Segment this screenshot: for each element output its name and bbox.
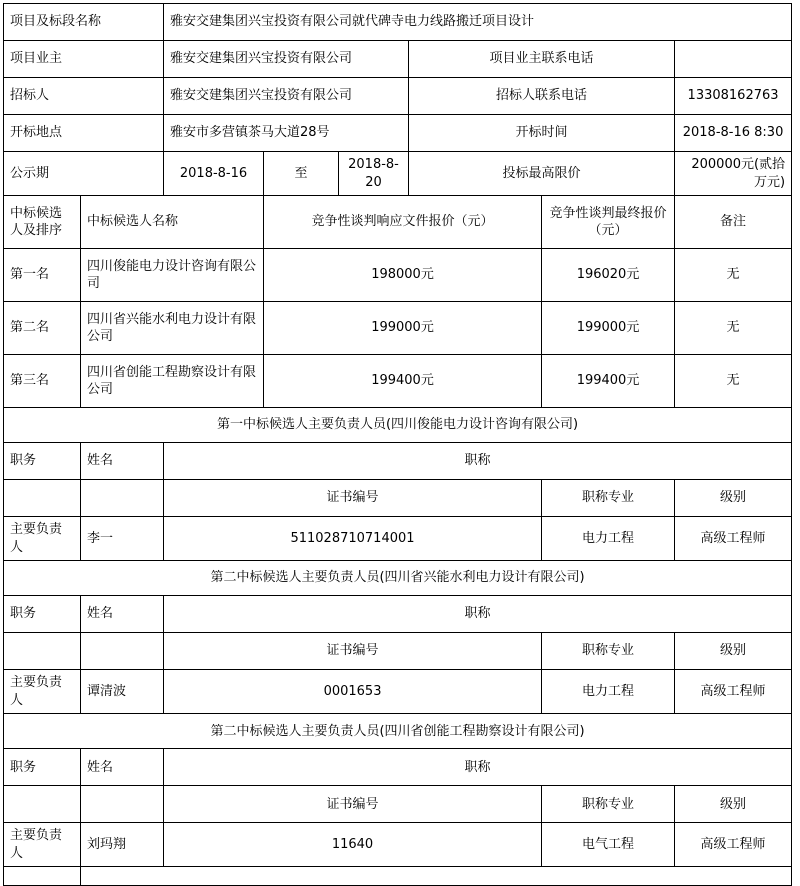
candidate-final-price: 199000元 [542, 302, 675, 355]
staff-section-title-row [4, 714, 792, 749]
staff-name: 李一 [81, 517, 164, 561]
table-row-trailing [4, 867, 792, 886]
staff-col-name: 姓名 [81, 749, 164, 786]
staff-col-duty: 职务 [4, 596, 81, 633]
table-row-project-name [4, 4, 792, 41]
staff-col-major: 职称专业 [542, 633, 675, 670]
candidate-response-price: 199000元 [264, 302, 542, 355]
project-name-value: 雅安交建集团兴宝投资有限公司就代碑寺电力线路搬迁项目设计 [164, 4, 792, 41]
table-row-bid-place [4, 115, 792, 152]
staff-col-name: 姓名 [81, 443, 164, 480]
owner-label: 项目业主 [4, 41, 164, 78]
table-row-candidate-1 [4, 249, 792, 302]
staff-duty: 主要负责人 [4, 670, 81, 714]
staff-data-row [4, 670, 792, 714]
table-row-owner [4, 41, 792, 78]
owner-phone-label: 项目业主联系电话 [409, 41, 675, 78]
staff-duty-blank [4, 786, 81, 823]
trailing-cell-right [81, 867, 792, 886]
staff-major: 电力工程 [542, 670, 675, 714]
candidate-name: 四川俊能电力设计咨询有限公司 [81, 249, 264, 302]
owner-phone-value [675, 41, 792, 78]
staff-section-title: 第二中标候选人主要负责人员(四川省创能工程勘察设计有限公司) [4, 714, 792, 749]
tenderer-phone-label: 招标人联系电话 [409, 78, 675, 115]
candidate-remark: 无 [675, 302, 792, 355]
candidate-response-price: 199400元 [264, 355, 542, 408]
table-row-candidate-2 [4, 302, 792, 355]
staff-name: 谭清波 [81, 670, 164, 714]
staff-data-row [4, 823, 792, 867]
staff-duty: 主要负责人 [4, 823, 81, 867]
candidate-rank: 第三名 [4, 355, 81, 408]
staff-col-major: 职称专业 [542, 480, 675, 517]
candidates-header-row [4, 196, 792, 249]
staff-section-title-row [4, 561, 792, 596]
candidate-name: 四川省创能工程勘察设计有限公司 [81, 355, 264, 408]
table-row-tenderer [4, 78, 792, 115]
staff-col-title: 职称 [164, 749, 792, 786]
staff-section-title: 第一中标候选人主要负责人员(四川俊能电力设计咨询有限公司) [4, 408, 792, 443]
bid-place-value: 雅安市多营镇茶马大道28号 [164, 115, 409, 152]
publicity-to: 至 [264, 152, 339, 196]
staff-level: 高级工程师 [675, 670, 792, 714]
staff-section-title-row [4, 408, 792, 443]
staff-subheader-row [4, 480, 792, 517]
trailing-cell-left [4, 867, 81, 886]
staff-section-title: 第二中标候选人主要负责人员(四川省兴能水利电力设计有限公司) [4, 561, 792, 596]
tenderer-phone-value: 13308162763 [675, 78, 792, 115]
staff-name-blank [81, 633, 164, 670]
publicity-start: 2018-8-16 [164, 152, 264, 196]
staff-cert: 11640 [164, 823, 542, 867]
staff-header-row [4, 443, 792, 480]
table-row-publicity [4, 152, 792, 196]
owner-value: 雅安交建集团兴宝投资有限公司 [164, 41, 409, 78]
publicity-end: 2018-8-20 [339, 152, 409, 196]
candidates-col-rank: 中标候选人及排序 [4, 196, 81, 249]
candidate-remark: 无 [675, 355, 792, 408]
candidates-col-name: 中标候选人名称 [81, 196, 264, 249]
staff-subheader-row [4, 633, 792, 670]
candidate-response-price: 198000元 [264, 249, 542, 302]
candidate-final-price: 196020元 [542, 249, 675, 302]
candidate-final-price: 199400元 [542, 355, 675, 408]
staff-cert: 0001653 [164, 670, 542, 714]
staff-subheader-row [4, 786, 792, 823]
staff-duty-blank [4, 633, 81, 670]
tenderer-value: 雅安交建集团兴宝投资有限公司 [164, 78, 409, 115]
staff-col-duty: 职务 [4, 749, 81, 786]
table-row-candidate-3 [4, 355, 792, 408]
staff-duty-blank [4, 480, 81, 517]
staff-col-cert: 证书编号 [164, 633, 542, 670]
bid-place-label: 开标地点 [4, 115, 164, 152]
bid-time-label: 开标时间 [409, 115, 675, 152]
max-price-value: 200000元(贰拾万元) [675, 152, 792, 196]
bid-time-value: 2018-8-16 8:30 [675, 115, 792, 152]
staff-name-blank [81, 786, 164, 823]
staff-major: 电力工程 [542, 517, 675, 561]
staff-name: 刘玛翔 [81, 823, 164, 867]
staff-name-blank [81, 480, 164, 517]
candidate-name: 四川省兴能水利电力设计有限公司 [81, 302, 264, 355]
staff-level: 高级工程师 [675, 823, 792, 867]
tenderer-label: 招标人 [4, 78, 164, 115]
candidates-col-remark: 备注 [675, 196, 792, 249]
publicity-label: 公示期 [4, 152, 164, 196]
staff-header-row [4, 596, 792, 633]
candidate-rank: 第二名 [4, 302, 81, 355]
staff-level: 高级工程师 [675, 517, 792, 561]
staff-col-duty: 职务 [4, 443, 81, 480]
max-price-label: 投标最高限价 [409, 152, 675, 196]
staff-col-level: 级别 [675, 480, 792, 517]
staff-cert: 511028710714001 [164, 517, 542, 561]
staff-major: 电气工程 [542, 823, 675, 867]
staff-header-row [4, 749, 792, 786]
staff-col-name: 姓名 [81, 596, 164, 633]
staff-col-major: 职称专业 [542, 786, 675, 823]
staff-col-cert: 证书编号 [164, 786, 542, 823]
staff-col-title: 职称 [164, 596, 792, 633]
candidate-rank: 第一名 [4, 249, 81, 302]
project-name-label: 项目及标段名称 [4, 4, 164, 41]
staff-col-level: 级别 [675, 633, 792, 670]
bid-result-table [3, 3, 792, 886]
staff-data-row [4, 517, 792, 561]
staff-col-level: 级别 [675, 786, 792, 823]
candidates-col-final-price: 竞争性谈判最终报价（元） [542, 196, 675, 249]
staff-col-title: 职称 [164, 443, 792, 480]
candidates-col-response-price: 竞争性谈判响应文件报价（元） [264, 196, 542, 249]
staff-col-cert: 证书编号 [164, 480, 542, 517]
staff-duty: 主要负责人 [4, 517, 81, 561]
candidate-remark: 无 [675, 249, 792, 302]
